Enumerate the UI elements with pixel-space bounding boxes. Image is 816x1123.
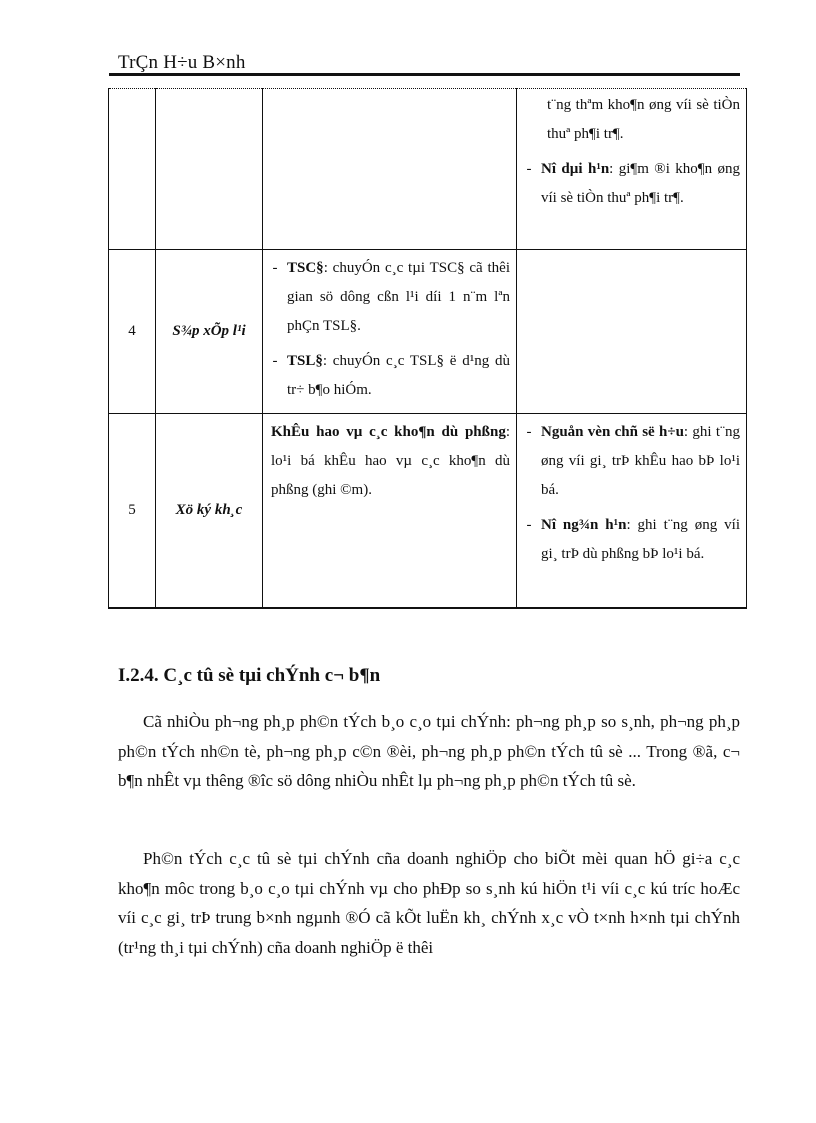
table-cell-name: S¾p xÕp l¹i bbox=[156, 250, 263, 414]
table-row bbox=[109, 414, 747, 608]
list-item-text: : lo¹i bá khÊu hao vµ c¸c kho¶n dù phßng (ghi ©m). bbox=[271, 424, 510, 498]
table-cell-source bbox=[263, 250, 517, 414]
list-item: - TSL§: chuyÓn c¸c TSL§ ë d¹ng dù tr÷ b¶o hiÓm. bbox=[272, 353, 510, 398]
table-cell-name: Xö ký kh¸c bbox=[156, 414, 263, 608]
list-item: - Nî ng¾n h¹n: ghi t¨ng øng víi gi¸ trÞ dù phßng bÞ lo¹i bá. bbox=[526, 517, 740, 562]
table-cell-num bbox=[109, 89, 156, 250]
list-item-term: KhÊu hao vµ c¸c kho¶n dù phßng bbox=[271, 424, 506, 440]
table-cell-effect bbox=[517, 89, 747, 250]
list-item: - Nî dµi h¹n: gi¶m ®i kho¶n øng víi sè tiÒn thuª ph¶i tr¶. bbox=[526, 161, 740, 206]
table-cell-source bbox=[263, 89, 517, 250]
list-item: - TSC§: chuyÓn c¸c tµi TSC§ cã thêi gian sö dông cßn l¹i díi 1 n¨m lªn phÇn TSL§. bbox=[272, 260, 510, 334]
table-cell-text bbox=[263, 414, 516, 505]
list-item-term: TSL§ bbox=[287, 353, 323, 369]
list-item-term: Nî ng¾n h¹n bbox=[541, 517, 627, 533]
list-item-term: Nguån vèn chñ së h÷u bbox=[541, 424, 684, 440]
table-cell-source bbox=[263, 414, 517, 608]
adjustment-table bbox=[108, 88, 747, 609]
list-item-text: : chuyÓn c¸c tµi TSC§ cã thêi gian sö dông cßn l¹i díi 1 n¨m lªn phÇn TSL§. bbox=[287, 260, 510, 334]
list-item-term: Nî dµi h¹n bbox=[541, 161, 610, 177]
table-row bbox=[109, 89, 747, 250]
table-cell-name bbox=[156, 89, 263, 250]
table-cell-continuation: t¨ng thªm kho¶n øng víi sè tiÒn thuª ph¶i tr¶. bbox=[547, 97, 740, 142]
table-row bbox=[109, 250, 747, 414]
list-item-term: TSC§ bbox=[287, 260, 324, 276]
table-cell-effect bbox=[517, 250, 747, 414]
body-paragraph: Ph©n tÝch c¸c tû sè tµi chÝnh cña doanh nghiÖp cho biÕt mèi quan hÖ gi÷a c¸c kho¶n môc trong b¸o c¸o tµi chÝnh vµ cho phÐp so s¸nh kú hiÖn t¹i víi c¸c kú tríc hoÆc víi c¸c gi¸ trÞ trung b×nh ngµnh ®Ó cã kÕt luËn kh¸ chÝnh x¸c vÒ t×nh h×nh tµi chÝnh (tr¹ng th¸i tµi chÝnh) cña doanh nghiÖp ë thêi bbox=[118, 849, 740, 957]
list-item-text: : ghi t¨ng øng víi gi¸ trÞ dù phßng bÞ lo¹i bá. bbox=[541, 517, 740, 562]
list-item-text: : chuyÓn c¸c TSL§ ë d¹ng dù tr÷ b¶o hiÓm. bbox=[287, 353, 510, 398]
list-item-text: : gi¶m ®i kho¶n øng víi sè tiÒn thuª ph¶i tr¶. bbox=[541, 161, 740, 206]
list-item-text: : ghi t¨ng øng víi gi¸ trÞ khÊu hao bÞ lo¹i bá. bbox=[541, 424, 740, 498]
list-item: - Nguån vèn chñ së h÷u: ghi t¨ng øng víi gi¸ trÞ khÊu hao bÞ lo¹i bá. bbox=[526, 424, 740, 498]
running-header-author: TrÇn H÷u B×nh bbox=[118, 52, 246, 73]
table-cell-num: 4 bbox=[109, 250, 156, 414]
section-heading: I.2.4. C¸c tû sè tµi chÝnh c¬ b¶n bbox=[118, 665, 381, 686]
table-cell-num: 5 bbox=[109, 414, 156, 608]
header-rule bbox=[109, 73, 740, 76]
table-cell-effect bbox=[517, 414, 747, 608]
body-paragraph: Cã nhiÒu ph¬ng ph¸p ph©n tÝch b¸o c¸o tµi chÝnh: ph¬ng ph¸p so s¸nh, ph¬ng ph¸p ph©n tÝch nh©n tè, ph¬ng ph¸p c©n ®èi, ph¬ng ph¸p ph©n tÝch tû sè ... Trong ®ã, c¬ b¶n nhÊt vµ thêng ®îc sö dông nhiÒu nhÊt lµ ph¬ng ph¸p ph©n tÝch tû sè. bbox=[118, 712, 740, 790]
